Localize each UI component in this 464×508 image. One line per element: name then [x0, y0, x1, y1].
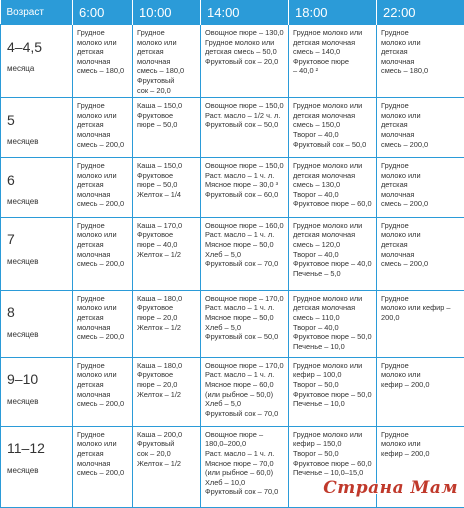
age-cell: [1, 217, 73, 290]
meal-cell-2200: Грудное молоко или кефир – 200,0: [377, 357, 464, 426]
meal-cell-1000: Каша – 180,0 Фруктовое пюре – 20,0 Желток – 1/2: [133, 290, 201, 357]
meal-cell-1000: Каша – 150,0 Фруктовое пюре – 50,0 Желток – 1/4: [133, 157, 201, 217]
age-unit: месяцев: [7, 466, 68, 476]
meal-cell-0600: Грудное молоко или детская молочная смесь – 180,0: [73, 25, 133, 98]
age-cell: [1, 25, 73, 98]
meal-cell-1800: Грудное молоко или детская молочная смесь – 140,0 Фруктовое пюре – 40,0 ²: [289, 25, 377, 98]
table-row: [1, 357, 464, 426]
meal-cell-1400: Овощное пюре – 150,0 Раст. масло – 1/2 ч. л. Фруктовый сок – 50,0: [201, 98, 289, 158]
meal-cell-1800: Грудное молоко или детская молочная смесь – 120,0 Творог – 40,0 Фруктовое пюре – 40,0 Печенье – 5,0: [289, 217, 377, 290]
age-unit: месяца: [7, 64, 68, 74]
meal-cell-0600: Грудное молоко или детская молочная смесь – 200,0: [73, 426, 133, 507]
header-time-1400: 14:00: [201, 0, 289, 25]
meal-cell-1800: Грудное молоко или детская молочная смесь – 110,0 Творог – 40,0 Фруктовое пюре – 50,0 Печенье – 10,0: [289, 290, 377, 357]
meal-cell-0600: Грудное молоко или детская молочная смесь – 200,0: [73, 217, 133, 290]
meal-cell-1800: Грудное молоко или кефир – 100,0 Творог – 50,0 Фруктовое пюре – 50,0 Печенье – 10,0: [289, 357, 377, 426]
meal-cell-2200: Грудное молоко или детская молочная смесь – 200,0: [377, 157, 464, 217]
meal-cell-1800: Грудное молоко или детская молочная смесь – 130,0 Творог – 40,0 Фруктовое пюре – 60,0: [289, 157, 377, 217]
header-time-1000: 10:00: [133, 0, 201, 25]
header-time-1800: 18:00: [289, 0, 377, 25]
meal-cell-0600: Грудное молоко или детская молочная смесь – 200,0: [73, 98, 133, 158]
table-row: [1, 290, 464, 357]
meal-cell-1800: Грудное молоко или кефир – 150,0 Творог – 50,0 Фруктовое пюре – 60,0 Печенье – 10,0–15,0: [289, 426, 377, 507]
meal-cell-0600: Грудное молоко или детская молочная смесь – 200,0: [73, 157, 133, 217]
age-cell: [1, 290, 73, 357]
header-time-0600: 6:00: [73, 0, 133, 25]
meal-cell-1400: Овощное пюре – 150,0 Раст. масло – 1 ч. л. Мясное пюре – 30,0 ³ Фруктовый сок – 60,0: [201, 157, 289, 217]
age-value: 5: [7, 113, 68, 128]
age-value: 7: [7, 232, 68, 247]
meal-cell-1000: Грудное молоко или детская молочная смесь – 180,0 Фруктовый сок – 20,0: [133, 25, 201, 98]
meal-cell-2200: Грудное молоко или детская молочная смесь – 200,0: [377, 98, 464, 158]
meal-cell-1800: Грудное молоко или детская молочная смесь – 150,0 Творог – 40,0 Фруктовый сок – 50,0: [289, 98, 377, 158]
age-value: 4–4,5: [7, 40, 68, 55]
age-cell: [1, 426, 73, 507]
table-row: [1, 157, 464, 217]
meal-cell-2200: Грудное молоко или кефир – 200,0: [377, 426, 464, 507]
age-value: 8: [7, 305, 68, 320]
age-value: 11–12: [7, 441, 68, 456]
meal-cell-1000: Каша – 200,0 Фруктовый сок – 20,0 Желток – 1/2: [133, 426, 201, 507]
meal-cell-2200: Грудное молоко или детская молочная смесь – 200,0: [377, 217, 464, 290]
meal-cell-0600: Грудное молоко или детская молочная смесь – 200,0: [73, 290, 133, 357]
age-value: 6: [7, 173, 68, 188]
age-cell: [1, 98, 73, 158]
meal-cell-1000: Каша – 150,0 Фруктовое пюре – 50,0: [133, 98, 201, 158]
age-cell: [1, 157, 73, 217]
meal-cell-1000: Каша – 180,0 Фруктовое пюре – 20,0 Желток – 1/2: [133, 357, 201, 426]
meal-cell-1400: Овощное пюре – 170,0 Раст. масло – 1 ч. л. Мясное пюре – 60,0 (или рыбное – 50,0) Хлеб – 5,0 Фруктовый сок – 70,0: [201, 357, 289, 426]
age-unit: месяцев: [7, 397, 68, 407]
header-time-2200: 22:00: [377, 0, 464, 25]
header-age: Возраст: [1, 0, 73, 25]
table-row: [1, 25, 464, 98]
age-unit: месяцев: [7, 257, 68, 267]
meal-cell-1400: Овощное пюре – 160,0 Раст. масло – 1 ч. л. Мясное пюре – 50,0 Хлеб – 5,0 Фруктовый сок – 70,0: [201, 217, 289, 290]
meal-cell-1000: Каша – 170,0 Фруктовое пюре – 40,0 Желток – 1/2: [133, 217, 201, 290]
age-unit: месяцев: [7, 137, 68, 147]
meal-cell-2200: Грудное молоко или кефир – 200,0: [377, 290, 464, 357]
meal-cell-2200: Грудное молоко или детская молочная смесь – 180,0: [377, 25, 464, 98]
meal-cell-0600: Грудное молоко или детская молочная смесь – 200,0: [73, 357, 133, 426]
table-row: [1, 98, 464, 158]
meal-cell-1400: Овощное пюре – 170,0 Раст. масло – 1 ч. л. Мясное пюре – 50,0 Хлеб – 5,0 Фруктовый сок – 50,0: [201, 290, 289, 357]
age-cell: [1, 357, 73, 426]
age-value: 9–10: [7, 372, 68, 387]
site-watermark: Страна Мам: [323, 478, 458, 498]
table-row: [1, 217, 464, 290]
age-unit: месяцев: [7, 330, 68, 340]
meal-cell-1400: Овощное пюре – 130,0 Грудное молоко или детская смесь – 50,0 Фруктовый сок – 20,0: [201, 25, 289, 98]
age-unit: месяцев: [7, 197, 68, 207]
meal-cell-1400: Овощное пюре – 180,0–200,0 Раст. масло – 1 ч. л. Мясное пюре – 70,0 (или рыбное – 60,0) Хлеб – 10,0 Фруктовый сок – 70,0: [201, 426, 289, 507]
header-row: [1, 0, 464, 25]
